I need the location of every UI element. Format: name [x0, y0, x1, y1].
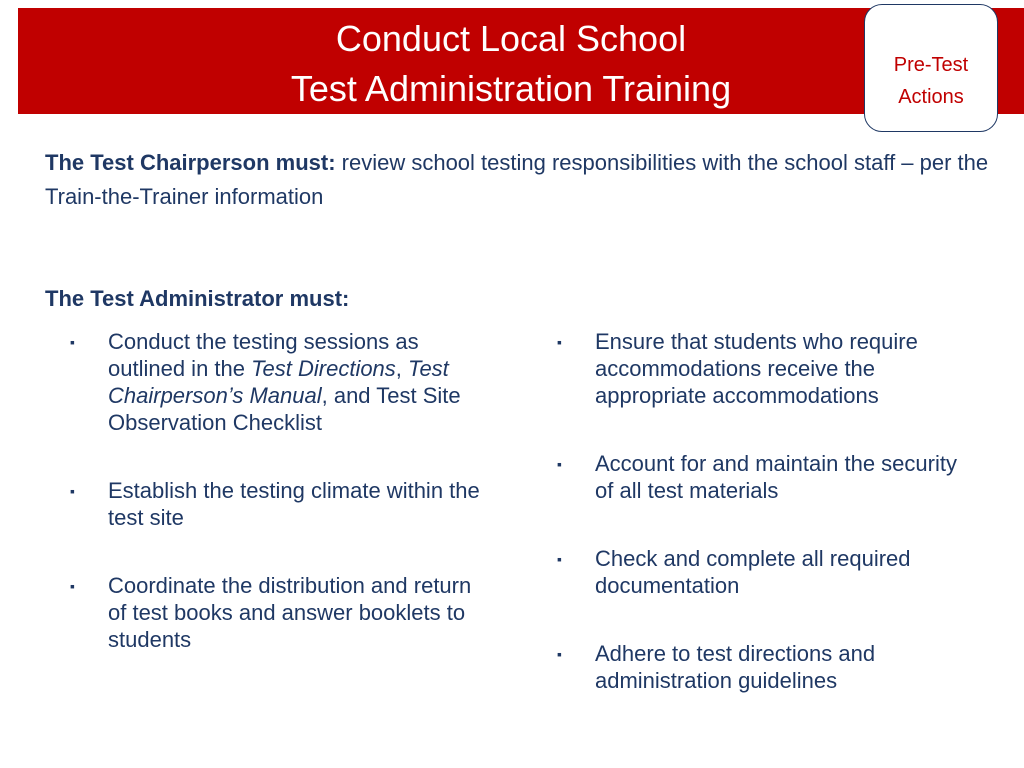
bullet-icon: ▪: [557, 456, 562, 472]
item-text: Establish the testing climate within the test site: [108, 478, 480, 530]
item-text-part: ,: [395, 356, 409, 381]
badge-line-2: Actions: [898, 86, 964, 108]
item-text-part: , and Test Site Observation Checklist: [108, 383, 461, 435]
item-text-part: Conduct the testing sessions as outlined in the: [108, 329, 419, 381]
administrator-label: The Test Administrator must:: [45, 286, 350, 311]
list-item: [70, 328, 490, 436]
list-item: [557, 545, 957, 599]
bullet-icon: ▪: [70, 334, 75, 350]
item-text: Check and complete all required documentation: [595, 546, 911, 598]
slide-title-line-2: Test Administration Training: [290, 68, 732, 109]
chairperson-manual-italic: Test Chairperson’s Manual: [108, 356, 449, 408]
badge-line-1: Pre-Test: [893, 54, 969, 76]
item-text: Adhere to test directions and administration guidelines: [595, 641, 876, 693]
chairperson-text: review school testing responsibilities with the school staff – per the Train-the-Trainer information: [45, 150, 989, 209]
pre-test-actions-badge: [864, 4, 998, 132]
bullet-icon: ▪: [557, 551, 562, 567]
list-item: [70, 572, 490, 653]
list-item: [557, 640, 957, 694]
bullet-icon: ▪: [70, 483, 75, 499]
chairperson-label: The Test Chairperson must:: [45, 150, 336, 175]
item-text: Ensure that students who require accommodations receive the appropriate accommodations: [595, 329, 918, 408]
list-item: [557, 450, 957, 504]
chairperson-paragraph: [45, 146, 995, 214]
bullet-icon: ▪: [70, 578, 75, 594]
slide-title-line-1: Conduct Local School: [335, 18, 687, 59]
bullet-icon: ▪: [557, 646, 562, 662]
item-text: Coordinate the distribution and return of test books and answer booklets to students: [108, 573, 472, 652]
item-text: Account for and maintain the security of all test materials: [595, 451, 957, 503]
test-directions-italic: Test Directions: [251, 356, 396, 381]
list-item: [557, 328, 957, 409]
list-item: [70, 477, 490, 531]
bullet-icon: ▪: [557, 334, 562, 350]
administrator-duties-right: [557, 328, 957, 735]
administrator-duties-left: [70, 328, 490, 694]
